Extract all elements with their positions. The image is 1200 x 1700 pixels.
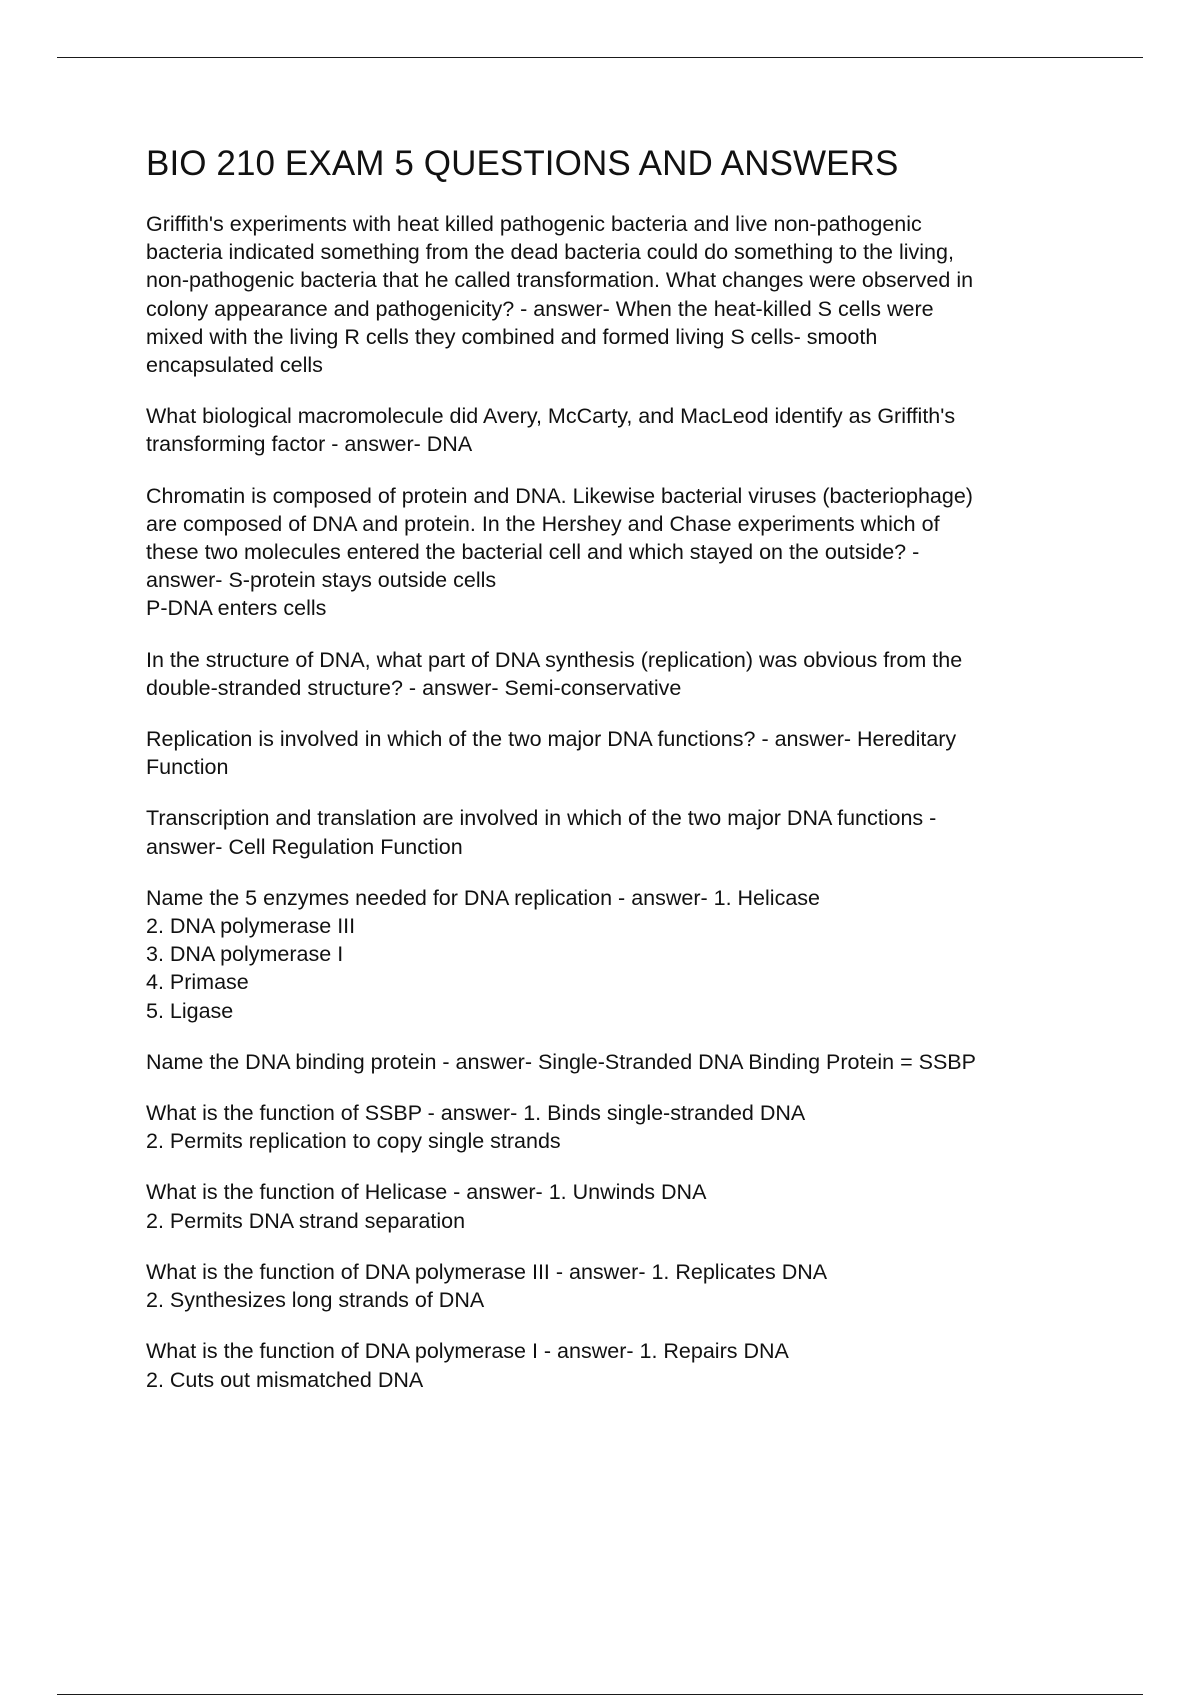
document-title: BIO 210 EXAM 5 QUESTIONS AND ANSWERS <box>146 144 899 183</box>
header-rule <box>57 57 1143 58</box>
text-line: P-DNA enters cells <box>146 596 327 621</box>
text-line: 2. Cuts out mismatched DNA <box>146 1367 424 1392</box>
qa-entry-8 <box>146 1048 1146 1076</box>
text-line: Transcription and translation are involved in which of the two major DNA functions - <box>146 806 937 831</box>
qa-entry-11 <box>146 1258 1146 1314</box>
qa-entry-4 <box>146 646 1146 702</box>
text-line: Chromatin is composed of protein and DNA. Likewise bacterial viruses (bacteriophage) <box>146 483 973 508</box>
text-line: these two molecules entered the bacterial cell and which stayed on the outside? - <box>146 540 920 565</box>
text-line: 2. DNA polymerase III <box>146 914 356 939</box>
text-line: Replication is involved in which of the two major DNA functions? - answer- Hereditary <box>146 727 957 752</box>
qa-entry-12 <box>146 1337 1146 1393</box>
text-line: transforming factor - answer- DNA <box>146 432 473 457</box>
text-line: Name the 5 enzymes needed for DNA replication - answer- 1. Helicase <box>146 885 820 910</box>
qa-entry-7 <box>146 884 1146 1025</box>
text-line: 2. Permits replication to copy single strands <box>146 1129 561 1154</box>
text-line: In the structure of DNA, what part of DNA synthesis (replication) was obvious from the <box>146 647 963 672</box>
text-line: answer- S-protein stays outside cells <box>146 568 497 593</box>
document-body <box>146 140 1146 1417</box>
qa-entry-10 <box>146 1178 1146 1234</box>
qa-entry-9 <box>146 1099 1146 1155</box>
text-line: colony appearance and pathogenicity? - answer- When the heat-killed S cells were <box>146 296 934 321</box>
text-line: non-pathogenic bacteria that he called transformation. What changes were observed in <box>146 268 974 293</box>
qa-entry-5 <box>146 725 1146 781</box>
text-line: bacteria indicated something from the dead bacteria could do something to the living, <box>146 240 954 265</box>
qa-entry-6 <box>146 804 1146 860</box>
text-line: 5. Ligase <box>146 998 234 1023</box>
text-line: answer- Cell Regulation Function <box>146 834 463 859</box>
text-line: Griffith's experiments with heat killed pathogenic bacteria and live non-pathogenic <box>146 212 922 236</box>
text-line: What biological macromolecule did Avery, McCarty, and MacLeod identify as Griffith's <box>146 404 956 429</box>
text-line: 3. DNA polymerase I <box>146 942 344 967</box>
text-line: Function <box>146 755 229 780</box>
text-line: Name the DNA binding protein - answer- Single-Stranded DNA Binding Protein = SSBP <box>146 1049 976 1074</box>
qa-entry-3 <box>146 482 1146 623</box>
text-line: double-stranded structure? - answer- Semi-conservative <box>146 675 682 700</box>
qa-entry-2 <box>146 402 1146 458</box>
text-line: 2. Permits DNA strand separation <box>146 1208 466 1233</box>
text-line: What is the function of SSBP - answer- 1. Binds single-stranded DNA <box>146 1101 806 1126</box>
text-line: What is the function of Helicase - answer- 1. Unwinds DNA <box>146 1180 707 1205</box>
text-line: are composed of DNA and protein. In the Hershey and Chase experiments which of <box>146 511 940 536</box>
text-line: What is the function of DNA polymerase I - answer- 1. Repairs DNA <box>146 1339 789 1364</box>
text-line: encapsulated cells <box>146 353 323 378</box>
text-line: What is the function of DNA polymerase III - answer- 1. Replicates DNA <box>146 1259 828 1284</box>
footer-rule <box>57 1694 1143 1695</box>
text-line: 2. Synthesizes long strands of DNA <box>146 1288 485 1313</box>
text-line: mixed with the living R cells they combined and formed living S cells- smooth <box>146 324 878 349</box>
qa-entry-1 <box>146 210 1146 379</box>
text-line: 4. Primase <box>146 970 249 995</box>
